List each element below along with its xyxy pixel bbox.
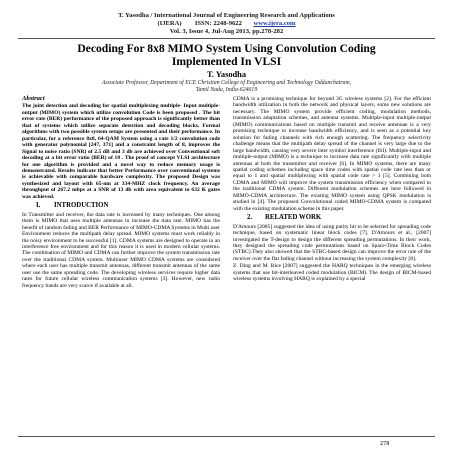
author-affiliation <box>0 80 453 94</box>
related-work-paragraph-2: Z. Ding and M. Rice [2007] suggested the HARQ techniques in the emerging wireless systems that use bit-interleaved coded modulation (BICM). The design of BICM-based wireless systems involving HARQ is explained by a special <box>233 263 431 283</box>
section-number: I. <box>36 202 41 210</box>
left-column <box>22 96 220 290</box>
right-column <box>233 96 431 284</box>
journal-abbrev: (IJERA) <box>157 20 182 27</box>
journal-url-link[interactable]: www.ijera.com <box>253 20 296 27</box>
journal-header <box>0 12 453 36</box>
affiliation-line-1: Associate Professor, Department of ECE Christian College of Engineering and Technology Oddanchatram, <box>101 80 352 86</box>
paper-title-line-2: Implemented In VLSI <box>171 55 282 68</box>
section-heading-introduction <box>22 203 220 209</box>
section-heading-related-work <box>233 215 431 221</box>
journal-name: T. Yasodha / International Journal of Engineering Research and Applications <box>118 12 335 19</box>
introduction-text: In Transmitter and receiver, the data rate is increased by many techniques. One among them is MIMO that uses multiple antennas to increase the data rate. MIMO has the benefit of random fading and BER Performance of MIMO-CDMA Systems in Multi user Environment reduces the multipath delay spread. MIMO systems must work reliably in the noisy environment to be successful [1]. CDMA systems are designed to operate in an interference free environment and for this reason it is used in modern cellular systems. The combination of MIMO and CDMA can further improve the system transmission rate over the traditional CDMA system. Multiuser MIMO CDMA systems are considered where each user has multiple transmit antennas, different transmit antennas of the same user use the same spreading code. The developing wireless services require higher data rates for future cellular wireless communication systems [3]. However, new radio frequency bands are very scarce if available at all. <box>22 211 220 289</box>
page-number: 278 <box>380 440 390 447</box>
section-title: RELATED WORK <box>265 214 322 222</box>
introduction-continued-text: CDMA is a promising technique for beyond 3G wireless systems [2]. For the efficient bandwidth utilization in both the network and physical layers, some new solutions are necessary. The MIMO system provide efficient coding, modulation methods, transmission adaptation schemes, and antenna systems. Multiple-input multiple-output (MIMO) communications based on multiple transmit and receive antennae is a very promising technique to increase bandwidth efficiency, and is seen as a potential key solution for fading channels with rich enough scattering. The frequency selectivity challenge means that the multipath delay spread of the channel is very large due to the large bandwidth, causing very severe inter symbol interference (ISI). Multiple-input and multiple-output (MIMO) is a technique to increase data rate significantly with multiple antennas at both the transmitter and receiver [6]. In MIMO systems, there are many spatial coding schemes including space time codes with spatial code rate less than or equal to 1 and spatial multiplexing with spatial code rate > 1 [5]. Combining both CDMA and MIMO will improve the system transmission efficiency when compared to the traditional CDMA system. Different modulation schemes are here followed in MIMO-CDMA architecture. The existing MIMO system using QPSK modulation is studied in [4]. The proposed Convolutional coded MIMO-CDMA system is compared with the existing modulation scheme in this paper. <box>233 96 431 212</box>
journal-volume: Vol. 3, Issue 4, Jul-Aug 2013, pp.278-282 <box>169 28 284 35</box>
abstract-text: The joint detection and decoding for spatial multiplexing multiple- Input multiple- output (MIMO) system which utilize convolution Code is been proposed . The bit error rate (BER) performance of the proposed approach is significantly better than that of systems which utilize separate detection and decoding blocks. Formal algorithms with two possible system setups are presented and their performance. In particular, for a reference 8x8, 64-QAM System using a rate 1/2 convolution code with generator polynomial [247, 371] and a constraint length of 8, improves the Signal to noise ratio (SNR) of 2.5 dB and 3 db are achieved over Conventional soft decoding at a bit error ratio (BER) of 10 . The proof of concept VLSI architecture for one algorithm is provided and a novel way to reduce memory usage is demonstrated. Results indicate that better Performance over conventional systems is achievable with comparable hardware complexity. The proposed Design was synthesized and layout with 65-nm at 334-MHZ clock frequency. An average throughput of 267.2 mbps at a SNR of 13 db with area equivalent to 632 K gates was achieved. <box>22 103 220 200</box>
footer-divider <box>18 436 435 437</box>
journal-issn-line <box>0 20 453 28</box>
paper-title <box>0 42 453 68</box>
page-number-footer <box>380 440 389 447</box>
paper-title-line-1: Decoding For 8x8 MIMO System Using Convolution Coding <box>77 42 376 55</box>
section-title: INTRODUCTION <box>54 202 109 210</box>
header-divider <box>18 38 435 39</box>
related-work-paragraph-1: D'Amours [2005] suggested the idea of using parity bit to be selected for spreading code technique, based on systematic linear block codes [7]. D'Amours et al., [2007] investigated the T-design to design the different spreading permutations. In their work, they designed the spreading code permutations based on Space-Time Block Codes (STBC).They also showed that the STBC-based design can improve the error rate of the receiver over the flat fading channel without increasing the system complexity [8]. <box>233 223 431 262</box>
paper-author: T. Yasodha <box>206 70 247 79</box>
abstract-heading: Abstract <box>22 95 45 102</box>
section-number: 2. <box>247 214 253 222</box>
affiliation-line-2: Tamil Nadu, India-624619 <box>195 87 258 93</box>
journal-issn: ISSN: 2248-9622 <box>194 20 242 27</box>
